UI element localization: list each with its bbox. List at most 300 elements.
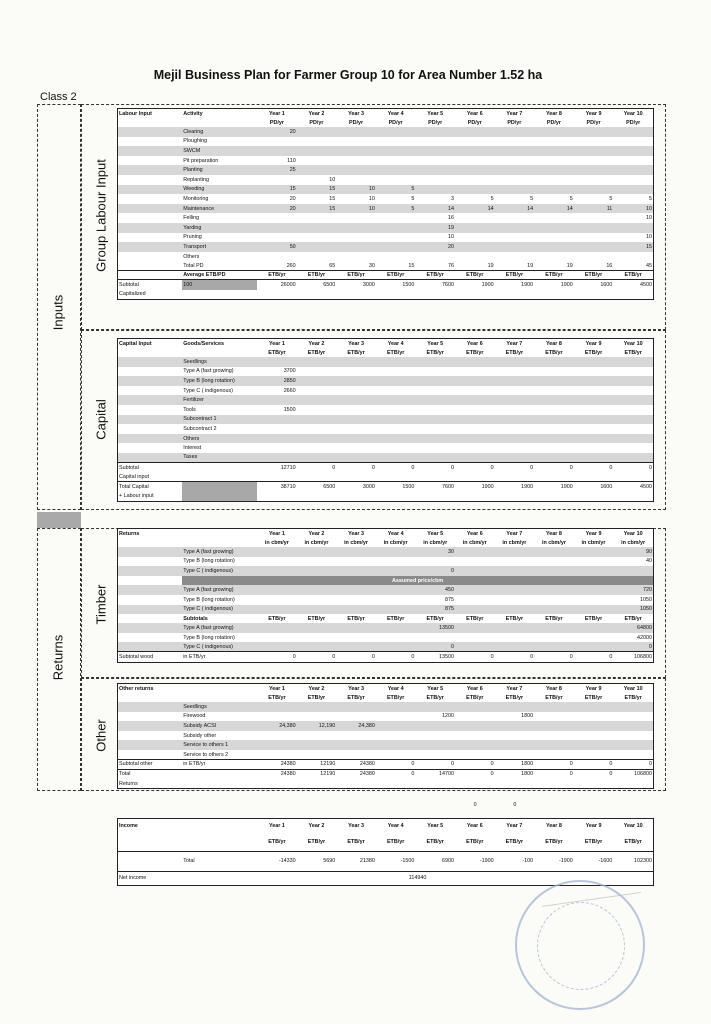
table-cell: Subtotal xyxy=(118,463,182,473)
table-cell xyxy=(297,623,337,633)
table-cell: Year 5 xyxy=(427,340,444,347)
table-cell: ETB/yr xyxy=(268,615,286,622)
table-cell xyxy=(495,376,535,386)
table-cell: Year 3 xyxy=(348,340,364,347)
table-cell xyxy=(495,395,535,405)
table-cell xyxy=(257,415,297,425)
table-cell: 0 xyxy=(297,463,337,473)
table-cell xyxy=(455,165,495,175)
table-cell xyxy=(574,547,614,557)
table-cell xyxy=(118,623,182,633)
table-cell: 14700 xyxy=(415,769,455,779)
table-cell xyxy=(257,491,653,501)
table-cell: 5 xyxy=(574,194,614,204)
table-cell xyxy=(455,721,495,731)
table-cell: Subsidy ACSI xyxy=(182,721,257,731)
table-cell: Seedlings xyxy=(182,702,257,712)
header-row xyxy=(118,819,653,833)
table-cell xyxy=(455,223,495,233)
table-cell xyxy=(376,242,416,252)
table-cell xyxy=(495,623,535,633)
table-cell xyxy=(534,223,574,233)
table-cell xyxy=(118,566,182,576)
table-cell xyxy=(574,595,614,605)
table-cell: Subtotal wood xyxy=(118,652,182,662)
table-cell xyxy=(376,557,416,567)
table-cell xyxy=(257,740,297,750)
table-cell xyxy=(257,252,297,262)
table-row xyxy=(118,712,653,722)
table-cell: 10 xyxy=(613,204,653,214)
table-cell xyxy=(455,242,495,252)
table-cell xyxy=(574,252,614,262)
below-row xyxy=(117,800,654,810)
table-row xyxy=(118,252,653,262)
table-cell: 1050 xyxy=(613,605,653,615)
table-cell xyxy=(296,800,336,810)
table-cell: ETB/yr xyxy=(307,349,326,356)
table-cell xyxy=(534,357,574,367)
table-cell: Year 8 xyxy=(546,685,562,692)
table-cell xyxy=(376,633,416,643)
table-cell xyxy=(118,118,182,127)
table-cell xyxy=(495,547,535,557)
table-cell xyxy=(118,424,182,434)
table-cell xyxy=(455,127,495,137)
table-cell xyxy=(495,137,535,147)
table-cell xyxy=(297,547,337,557)
table-cell: 1500 xyxy=(376,482,416,492)
table-cell: Capitalized xyxy=(119,291,146,298)
table-cell xyxy=(534,595,574,605)
table-cell: 0 xyxy=(534,463,574,473)
table-cell xyxy=(574,242,614,252)
table-cell xyxy=(534,252,574,262)
table-cell: 10 xyxy=(336,185,376,195)
table-cell xyxy=(336,165,376,175)
table-cell xyxy=(415,557,455,567)
table-cell: 0 xyxy=(257,652,297,662)
table-cell xyxy=(614,800,654,810)
table-cell: Type A (fast growing) xyxy=(182,367,257,377)
table-cell xyxy=(495,165,535,175)
table-cell: 20 xyxy=(415,242,455,252)
table-cell xyxy=(376,386,416,396)
table-cell xyxy=(257,424,297,434)
table-cell: ETB/yr xyxy=(584,694,603,701)
table-cell xyxy=(495,156,535,166)
table-cell: ETB/yr xyxy=(415,271,455,280)
table-cell xyxy=(336,702,376,712)
table-row xyxy=(118,213,653,223)
table-cell xyxy=(297,453,337,463)
table-cell: PD/yr xyxy=(349,119,364,126)
table-cell xyxy=(257,233,297,243)
table-cell xyxy=(534,137,574,147)
table-cell: 24,380 xyxy=(257,721,297,731)
table-cell: Year 7 xyxy=(506,340,523,347)
subtotal-row xyxy=(118,463,653,473)
table-cell xyxy=(257,453,297,463)
subtotal-wood-row xyxy=(118,652,653,662)
table-cell: Seedlings xyxy=(182,357,257,367)
table-cell xyxy=(574,712,614,722)
table-cell: 1200 xyxy=(415,712,455,722)
table-cell: 0 xyxy=(613,463,653,473)
table-cell xyxy=(376,605,416,615)
table-cell xyxy=(613,223,653,233)
table-row xyxy=(118,223,653,233)
table-cell xyxy=(416,800,456,810)
table-cell: Transport xyxy=(182,242,257,252)
table-cell xyxy=(415,405,455,415)
table-cell xyxy=(257,712,297,722)
table-cell xyxy=(495,415,535,425)
table-row xyxy=(118,156,653,166)
table-cell: Maintenance xyxy=(182,204,257,214)
table-cell: 3000 xyxy=(336,280,376,290)
table-cell: Year 2 xyxy=(308,685,325,692)
table-cell: 1900 xyxy=(495,280,535,290)
table-cell xyxy=(376,146,416,156)
table-cell xyxy=(182,833,257,851)
table-cell xyxy=(336,213,376,223)
table-row xyxy=(118,566,653,576)
table-cell xyxy=(534,175,574,185)
table-cell: ETB/yr xyxy=(505,615,524,622)
table-cell xyxy=(495,127,535,137)
table-cell xyxy=(495,233,535,243)
table-cell xyxy=(336,242,376,252)
table-cell: Year 10 xyxy=(623,823,643,829)
table-cell: 16 xyxy=(415,213,455,223)
table-cell xyxy=(297,395,337,405)
table-cell: -1500 xyxy=(376,851,416,871)
table-cell xyxy=(376,443,416,453)
table-cell: Net income xyxy=(118,871,182,885)
table-cell: ETB/yr xyxy=(584,349,603,356)
table-cell xyxy=(415,731,455,741)
table-cell: 1900 xyxy=(534,280,574,290)
table-cell xyxy=(455,137,495,147)
table-cell xyxy=(495,633,535,643)
table-cell xyxy=(118,740,182,750)
table-cell xyxy=(297,585,337,595)
header-row xyxy=(118,109,653,118)
table-row xyxy=(118,175,653,185)
table-cell xyxy=(182,538,257,547)
table-cell xyxy=(297,127,337,137)
table-row xyxy=(118,185,653,195)
table-cell xyxy=(415,633,455,643)
table-cell xyxy=(297,642,337,652)
table-cell xyxy=(257,357,297,367)
table-cell xyxy=(336,146,376,156)
table-cell: Year 4 xyxy=(387,110,404,117)
table-cell: Average ETB/PD xyxy=(182,271,257,280)
table-cell: 6900 xyxy=(415,851,455,871)
table-cell xyxy=(455,557,495,567)
table-cell xyxy=(415,185,455,195)
table-row xyxy=(118,453,653,463)
table-cell xyxy=(182,779,653,789)
table-cell xyxy=(613,405,653,415)
table-cell: ETB/yr xyxy=(624,615,642,622)
table-cell xyxy=(534,731,574,741)
table-cell: Replanting xyxy=(182,175,257,185)
table-cell: 14 xyxy=(495,204,535,214)
table-cell: ETB/yr xyxy=(545,615,563,622)
table-cell: 2850 xyxy=(257,376,297,386)
table-cell xyxy=(376,731,416,741)
table-cell xyxy=(455,395,495,405)
table-cell: Subtotals xyxy=(183,615,208,622)
table-cell xyxy=(297,557,337,567)
table-cell: Weeding xyxy=(182,185,257,195)
table-cell: 1800 xyxy=(495,760,535,770)
table-cell xyxy=(455,146,495,156)
table-cell: in cbm/yr xyxy=(621,539,646,546)
subtotal-row xyxy=(118,280,653,290)
table-cell xyxy=(455,547,495,557)
table-cell: Type B (long rotation) xyxy=(182,557,257,567)
table-cell: Others xyxy=(182,252,257,262)
table-cell: 30 xyxy=(336,261,376,271)
table-cell: Capital input xyxy=(119,473,149,480)
table-cell: 1800 xyxy=(495,712,535,722)
table-cell: Year 3 xyxy=(348,110,364,117)
table-cell: Year 3 xyxy=(348,823,364,829)
table-cell: 0 xyxy=(534,769,574,779)
table-cell: PD/yr xyxy=(309,119,324,126)
table-cell xyxy=(376,127,416,137)
header-row xyxy=(118,339,653,348)
table-cell xyxy=(613,566,653,576)
table-cell xyxy=(613,156,653,166)
table-cell: 720 xyxy=(613,585,653,595)
table-cell: Year 1 xyxy=(268,823,285,829)
table-cell: 1050 xyxy=(613,595,653,605)
table-cell: Year 7 xyxy=(506,685,523,692)
table-cell xyxy=(534,213,574,223)
table-row xyxy=(118,595,653,605)
table-cell: PD/yr xyxy=(586,119,601,126)
table-cell: ETB/yr xyxy=(505,349,524,356)
table-cell: Year 4 xyxy=(387,685,404,692)
table-cell: Total xyxy=(182,851,257,871)
table-cell: 102300 xyxy=(613,851,653,871)
table-row xyxy=(118,731,653,741)
table-cell xyxy=(613,740,653,750)
subtotal-label-row xyxy=(118,290,653,300)
table-cell xyxy=(455,750,495,760)
table-cell xyxy=(613,165,653,175)
table-cell: 106800 xyxy=(613,652,653,662)
table-cell xyxy=(297,137,337,147)
table-cell xyxy=(534,453,574,463)
table-cell: in ETB/yr xyxy=(182,652,257,662)
table-cell: Others xyxy=(182,434,257,444)
table-cell: 1600 xyxy=(574,280,614,290)
table-cell: 6500 xyxy=(297,280,337,290)
table-cell: ETB/yr xyxy=(624,349,642,356)
table-cell: Type A (fast growing) xyxy=(182,623,257,633)
table-cell: Returns xyxy=(119,530,140,537)
subtotals-row xyxy=(118,614,653,623)
table-cell: ETB/yr xyxy=(386,694,405,701)
table-cell: 24380 xyxy=(336,769,376,779)
table-cell: 20 xyxy=(257,127,297,137)
table-cell xyxy=(415,721,455,731)
table-cell: 5 xyxy=(376,185,416,195)
table-cell: 21380 xyxy=(336,851,376,871)
table-cell xyxy=(336,233,376,243)
table-cell: 4500 xyxy=(613,482,653,492)
table-cell xyxy=(376,367,416,377)
table-cell: 110 xyxy=(257,156,297,166)
table-cell xyxy=(297,731,337,741)
table-cell xyxy=(574,731,614,741)
table-cell xyxy=(495,357,535,367)
table-cell: ETB/yr xyxy=(268,349,286,356)
table-cell xyxy=(455,623,495,633)
table-cell xyxy=(534,443,574,453)
table-cell xyxy=(574,223,614,233)
table-cell xyxy=(297,712,337,722)
table-cell xyxy=(118,712,182,722)
table-cell: 1600 xyxy=(574,482,614,492)
table-cell xyxy=(613,386,653,396)
table-cell xyxy=(118,731,182,741)
table-cell: ETB/yr xyxy=(505,838,524,845)
table-cell: Returns xyxy=(119,780,138,787)
table-cell: Year 8 xyxy=(546,823,562,829)
table-cell xyxy=(574,185,614,195)
table-cell: Planting xyxy=(182,165,257,175)
table-cell xyxy=(455,156,495,166)
table-cell: Interest xyxy=(182,443,257,453)
table-cell xyxy=(336,424,376,434)
table-cell xyxy=(534,642,574,652)
table-cell: 14 xyxy=(415,204,455,214)
table-cell xyxy=(118,127,182,137)
table-row xyxy=(118,702,653,712)
table-cell: ETB/yr xyxy=(257,271,297,280)
table-cell: PD/yr xyxy=(388,119,403,126)
table-cell xyxy=(336,137,376,147)
table-cell: 10 xyxy=(336,204,376,214)
table-cell xyxy=(455,731,495,741)
table-cell xyxy=(534,633,574,643)
table-cell xyxy=(118,194,182,204)
table-cell: Year 9 xyxy=(585,685,602,692)
table-cell xyxy=(118,721,182,731)
table-cell xyxy=(297,566,337,576)
table-cell: 0 xyxy=(336,463,376,473)
labour-table xyxy=(117,108,654,300)
table-row xyxy=(118,750,653,760)
table-cell xyxy=(118,405,182,415)
table-cell: Felling xyxy=(182,213,257,223)
table-cell xyxy=(118,576,182,586)
table-cell xyxy=(257,595,297,605)
table-cell: PD/yr xyxy=(546,119,561,126)
table-cell: 5690 xyxy=(297,851,337,871)
table-cell: -1900 xyxy=(455,851,495,871)
table-cell xyxy=(613,376,653,386)
table-cell: Year 5 xyxy=(427,530,444,537)
table-cell xyxy=(257,137,297,147)
table-cell xyxy=(336,633,376,643)
table-cell xyxy=(118,443,182,453)
table-row xyxy=(118,443,653,453)
table-row xyxy=(118,165,653,175)
table-cell: Year 10 xyxy=(623,110,643,117)
table-cell xyxy=(376,156,416,166)
table-cell xyxy=(336,395,376,405)
table-cell xyxy=(495,443,535,453)
table-cell xyxy=(376,165,416,175)
table-cell: 25 xyxy=(257,165,297,175)
table-row xyxy=(118,127,653,137)
table-cell xyxy=(574,213,614,223)
table-cell: Goods/Services xyxy=(183,340,224,347)
table-cell xyxy=(455,415,495,425)
table-cell: 0 xyxy=(415,463,455,473)
table-cell: ETB/yr xyxy=(534,271,574,280)
table-cell: 4500 xyxy=(613,280,653,290)
table-cell xyxy=(118,367,182,377)
table-cell: 15 xyxy=(376,261,416,271)
table-cell: Total xyxy=(118,769,182,779)
table-cell: ETB/yr xyxy=(505,694,524,701)
table-cell xyxy=(118,271,182,280)
table-cell xyxy=(297,376,337,386)
timber-label: Timber xyxy=(93,584,109,625)
table-cell: 1900 xyxy=(534,482,574,492)
table-cell xyxy=(376,702,416,712)
table-cell xyxy=(534,242,574,252)
table-cell xyxy=(118,557,182,567)
table-cell: Type C ( indigenous) xyxy=(182,605,257,615)
table-cell xyxy=(118,547,182,557)
table-cell xyxy=(336,585,376,595)
table-cell xyxy=(534,127,574,137)
table-cell xyxy=(376,721,416,731)
table-cell xyxy=(118,851,182,871)
table-cell: Year 6 xyxy=(466,823,483,829)
table-cell xyxy=(297,702,337,712)
table-cell xyxy=(336,800,376,810)
table-cell: in cbm/yr xyxy=(462,539,487,546)
table-cell xyxy=(118,750,182,760)
table-cell xyxy=(574,137,614,147)
table-cell: 15 xyxy=(257,185,297,195)
table-cell: Type B (long rotation) xyxy=(182,633,257,643)
table-cell xyxy=(495,434,535,444)
table-cell: 0 xyxy=(455,760,495,770)
table-cell xyxy=(336,376,376,386)
table-cell xyxy=(534,434,574,444)
table-cell xyxy=(117,800,181,810)
table-cell: 0 xyxy=(415,760,455,770)
table-cell xyxy=(495,386,535,396)
table-cell: ETB/yr xyxy=(574,271,614,280)
table-cell: 5 xyxy=(376,204,416,214)
table-cell: Year 9 xyxy=(585,530,602,537)
table-cell: -100 xyxy=(495,851,535,871)
table-cell: in cbm/yr xyxy=(264,539,289,546)
